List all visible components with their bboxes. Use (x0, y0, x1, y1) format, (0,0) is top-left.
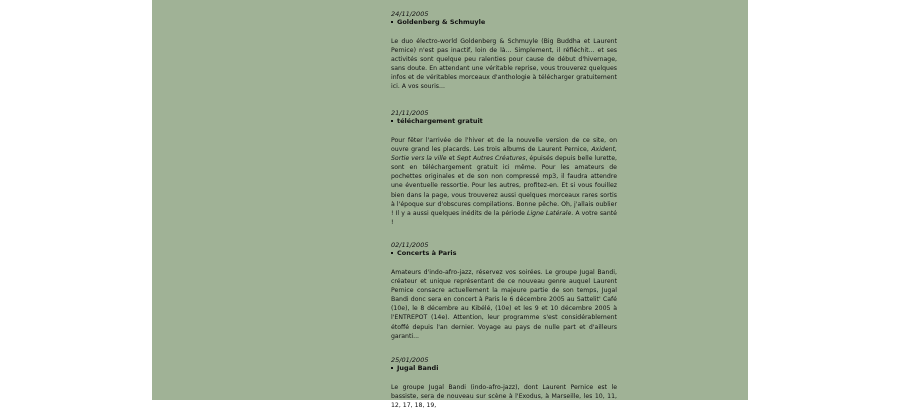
body-text: et (446, 155, 457, 163)
news-body (391, 37, 617, 92)
news-date: 25/01/2005 (391, 356, 429, 364)
content-panel (152, 0, 748, 410)
bullet-icon (391, 252, 393, 254)
bullet-icon (391, 367, 393, 369)
body-text: Le groupe Jugal Bandi (indo-afro-jazz), dont Laurent Pernice est le bassiste, sera de nouveau sur scène à l'Exodus, à Marseille, les 10, 11, 12, 17, 18, 19, (391, 384, 617, 410)
body-text: . A votre santé ! (391, 209, 617, 226)
news-date: 21/11/2005 (391, 109, 429, 117)
news-body (391, 383, 617, 410)
news-date: 02/11/2005 (391, 241, 429, 249)
bullet-icon (391, 120, 393, 122)
body-text: , épuisés depuis belle lurette, sont en téléchargement gratuit ici même. Pour les amateurs de pochettes originales et de son non compressé mp3, il faudra attendre une éventuelle ressortie. Pour les autres, profitez-en. Et si vous fouillez bien dans la page, vous trouverez aussi quelques morceaux rares sortis à l'époque sur d'obscures compilations. Bonne pêche. Oh, j'allais oublier ! Il y a aussi quelques inédits de la période (391, 155, 618, 217)
news-title[interactable]: téléchargement gratuit (397, 117, 483, 125)
news-body (391, 136, 617, 227)
news-title[interactable]: Goldenberg & Schmuyle (397, 18, 486, 26)
body-text: Pour fêter l'arrivée de l'hiver et de la nouvelle version de ce site, on ouvre grand les placards. Les trois albums de Laurent Pernice, (391, 137, 617, 154)
news-title[interactable]: Concerts à Paris (397, 249, 457, 257)
bullet-icon (391, 21, 393, 23)
italic-text: Ligne Latérale (527, 209, 572, 217)
body-text: Le duo électro-world Goldenberg & Schmuyle (Big Buddha et Laurent Pernice) n'est pas inactif, loin de là... Simplement, il réfléchit... et ses activités sont quelque peu ralenties pour cause de début d'hivernage, sans doute. En attendant une véritable reprise, vous trouverez quelques infos et de véritables morceaux d'anthologie à télécharger gratuitement ici. A vos souris... (391, 38, 617, 91)
news-body (391, 268, 617, 341)
italic-text: Axident, Sortie vers la ville (391, 146, 617, 163)
news-date: 24/11/2005 (391, 10, 429, 18)
body-text: Amateurs d'indo-afro-jazz, réservez vos soirées. Le groupe Jugal Bandi, créateur et unique représentant de ce nouveau genre auquel Laurent Pernice consacre actuellement la majeure partie de son temps, Jugal Bandi donc sera en concert à Paris le 6 décembre 2005 au Sattelit' Café (10e), le 8 décembre au Kibélé, (10e) et les 9 et 10 décembre 2005 à l'ENTREPOT (14e). Attention, leur programme s'est considérablement étoffé depuis l'an dernier. Voyage au pays de nulle part et d'ailleurs garanti... (391, 269, 617, 340)
news-title[interactable]: Jugal Bandi (397, 364, 439, 372)
italic-text: Sept Autres Créatures (456, 155, 526, 163)
